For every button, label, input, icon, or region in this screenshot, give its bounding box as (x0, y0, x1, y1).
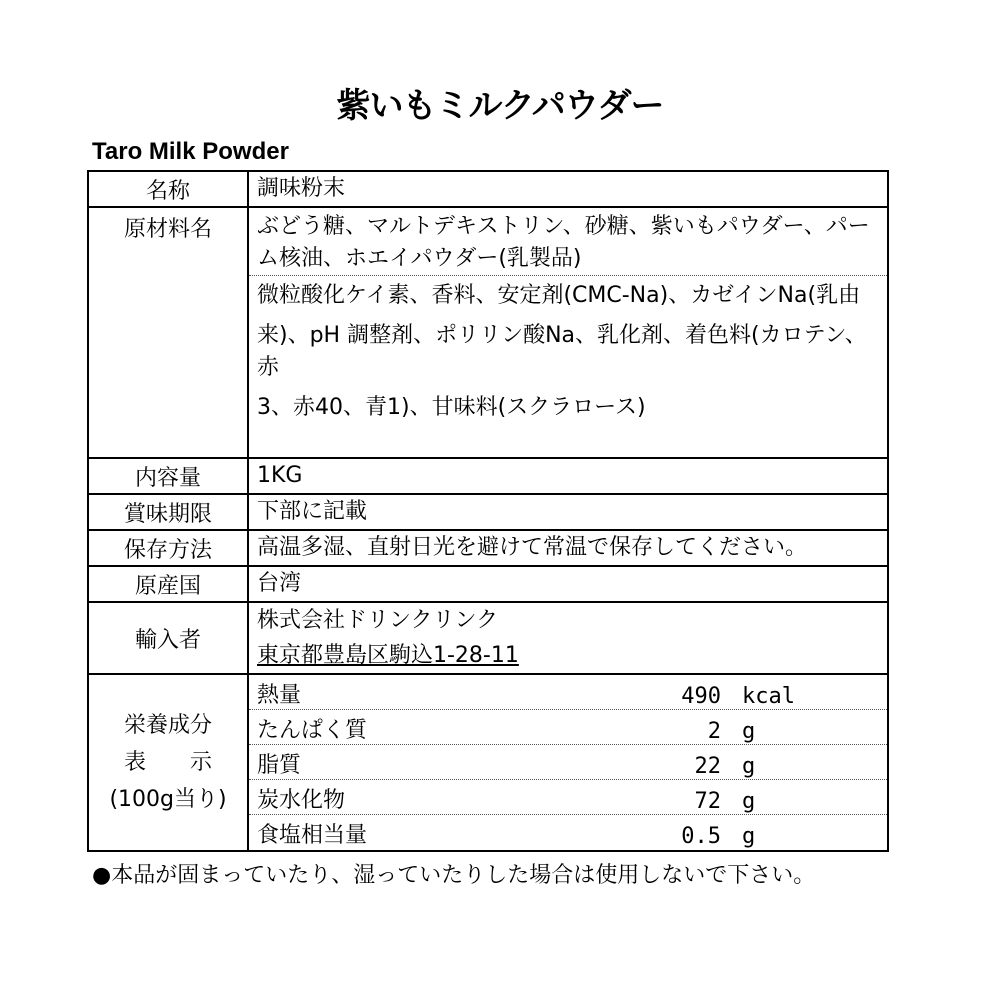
value-storage: 高温多湿、直射日光を避けて常温で保存してください。 (257, 535, 808, 560)
label-expiry: 賞味期限 (89, 495, 249, 529)
label-table (87, 170, 889, 852)
ingredients-line: ぶどう糖、マルトデキストリン、砂糖、紫いもパウダー、パー (257, 214, 870, 239)
ingredients-line: ム核油、ホエイパウダー(乳製品) (249, 243, 887, 276)
nutrition-unit: g (742, 789, 756, 814)
importer-address: 東京都豊島区駒込1-28-11 (257, 643, 519, 668)
nutrition-value: 72 (694, 789, 721, 814)
label-origin: 原産国 (89, 567, 249, 601)
ingredients-line: 微粒酸化ケイ素、香料、安定剤(CMC-Na)、カゼインNa(乳由 (257, 283, 861, 308)
nutrition-unit: g (742, 754, 756, 779)
nutrition-unit: g (742, 824, 756, 849)
nutrition-row (249, 675, 887, 710)
nutrition-value: 490 (681, 684, 721, 709)
nutrition-row (249, 815, 887, 849)
row-importer (89, 603, 887, 675)
value-name: 調味粉末 (257, 176, 346, 201)
nutrition-name: 熱量 (257, 683, 302, 708)
row-storage (89, 531, 887, 567)
caution-note: ●本品が固まっていたり、湿っていたりした場合は使用しないで下さい。 (92, 863, 816, 888)
ingredients-block-2 (257, 280, 879, 424)
row-nutrition (89, 675, 887, 850)
nutrition-label-line: (100g当り) (109, 787, 227, 812)
nutrition-value: 0.5 (681, 824, 721, 849)
product-subtitle: Taro Milk Powder (92, 138, 289, 165)
label-content: 内容量 (89, 459, 249, 493)
label-nutrition (89, 675, 249, 850)
nutrition-row (249, 710, 887, 745)
value-origin: 台湾 (257, 571, 302, 596)
ingredients-block-1 (257, 211, 879, 275)
nutrition-label-line: 表 示 (123, 750, 212, 775)
nutrition-name: 脂質 (257, 753, 302, 778)
nutrition-unit: kcal (742, 684, 795, 709)
value-content: 1KG (257, 463, 303, 488)
row-content (89, 459, 887, 495)
label-name: 名称 (89, 172, 249, 206)
ingredients-line: 来)、pH 調整剤、ポリリン酸Na、乳化剤、着色料(カロテン、赤 (257, 323, 867, 380)
nutrition-label-line: 栄養成分 (123, 713, 212, 738)
row-ingredients (89, 208, 887, 459)
nutrition-row (249, 780, 887, 815)
label-ingredients (89, 208, 249, 457)
label-storage: 保存方法 (89, 531, 249, 565)
nutrition-name: 炭水化物 (257, 788, 346, 813)
nutrition-row (249, 745, 887, 780)
ingredients-line: 3、赤40、青1)、甘味料(スクラロース) (257, 395, 646, 420)
row-expiry (89, 495, 887, 531)
row-origin (89, 567, 887, 603)
product-title: 紫いもミルクパウダー (336, 86, 664, 126)
importer-name: 株式会社ドリンクリンク (257, 608, 499, 633)
value-expiry: 下部に記載 (257, 499, 368, 524)
label-importer: 輸入者 (89, 603, 249, 673)
label-ingredients-text: 原材料名 (123, 217, 212, 242)
nutrition-value: 2 (707, 719, 721, 744)
nutrition-unit: g (742, 719, 756, 744)
row-name (89, 172, 887, 208)
nutrition-name: たんぱく質 (257, 718, 368, 743)
nutrition-value: 22 (694, 754, 721, 779)
nutrition-name: 食塩相当量 (257, 823, 368, 848)
